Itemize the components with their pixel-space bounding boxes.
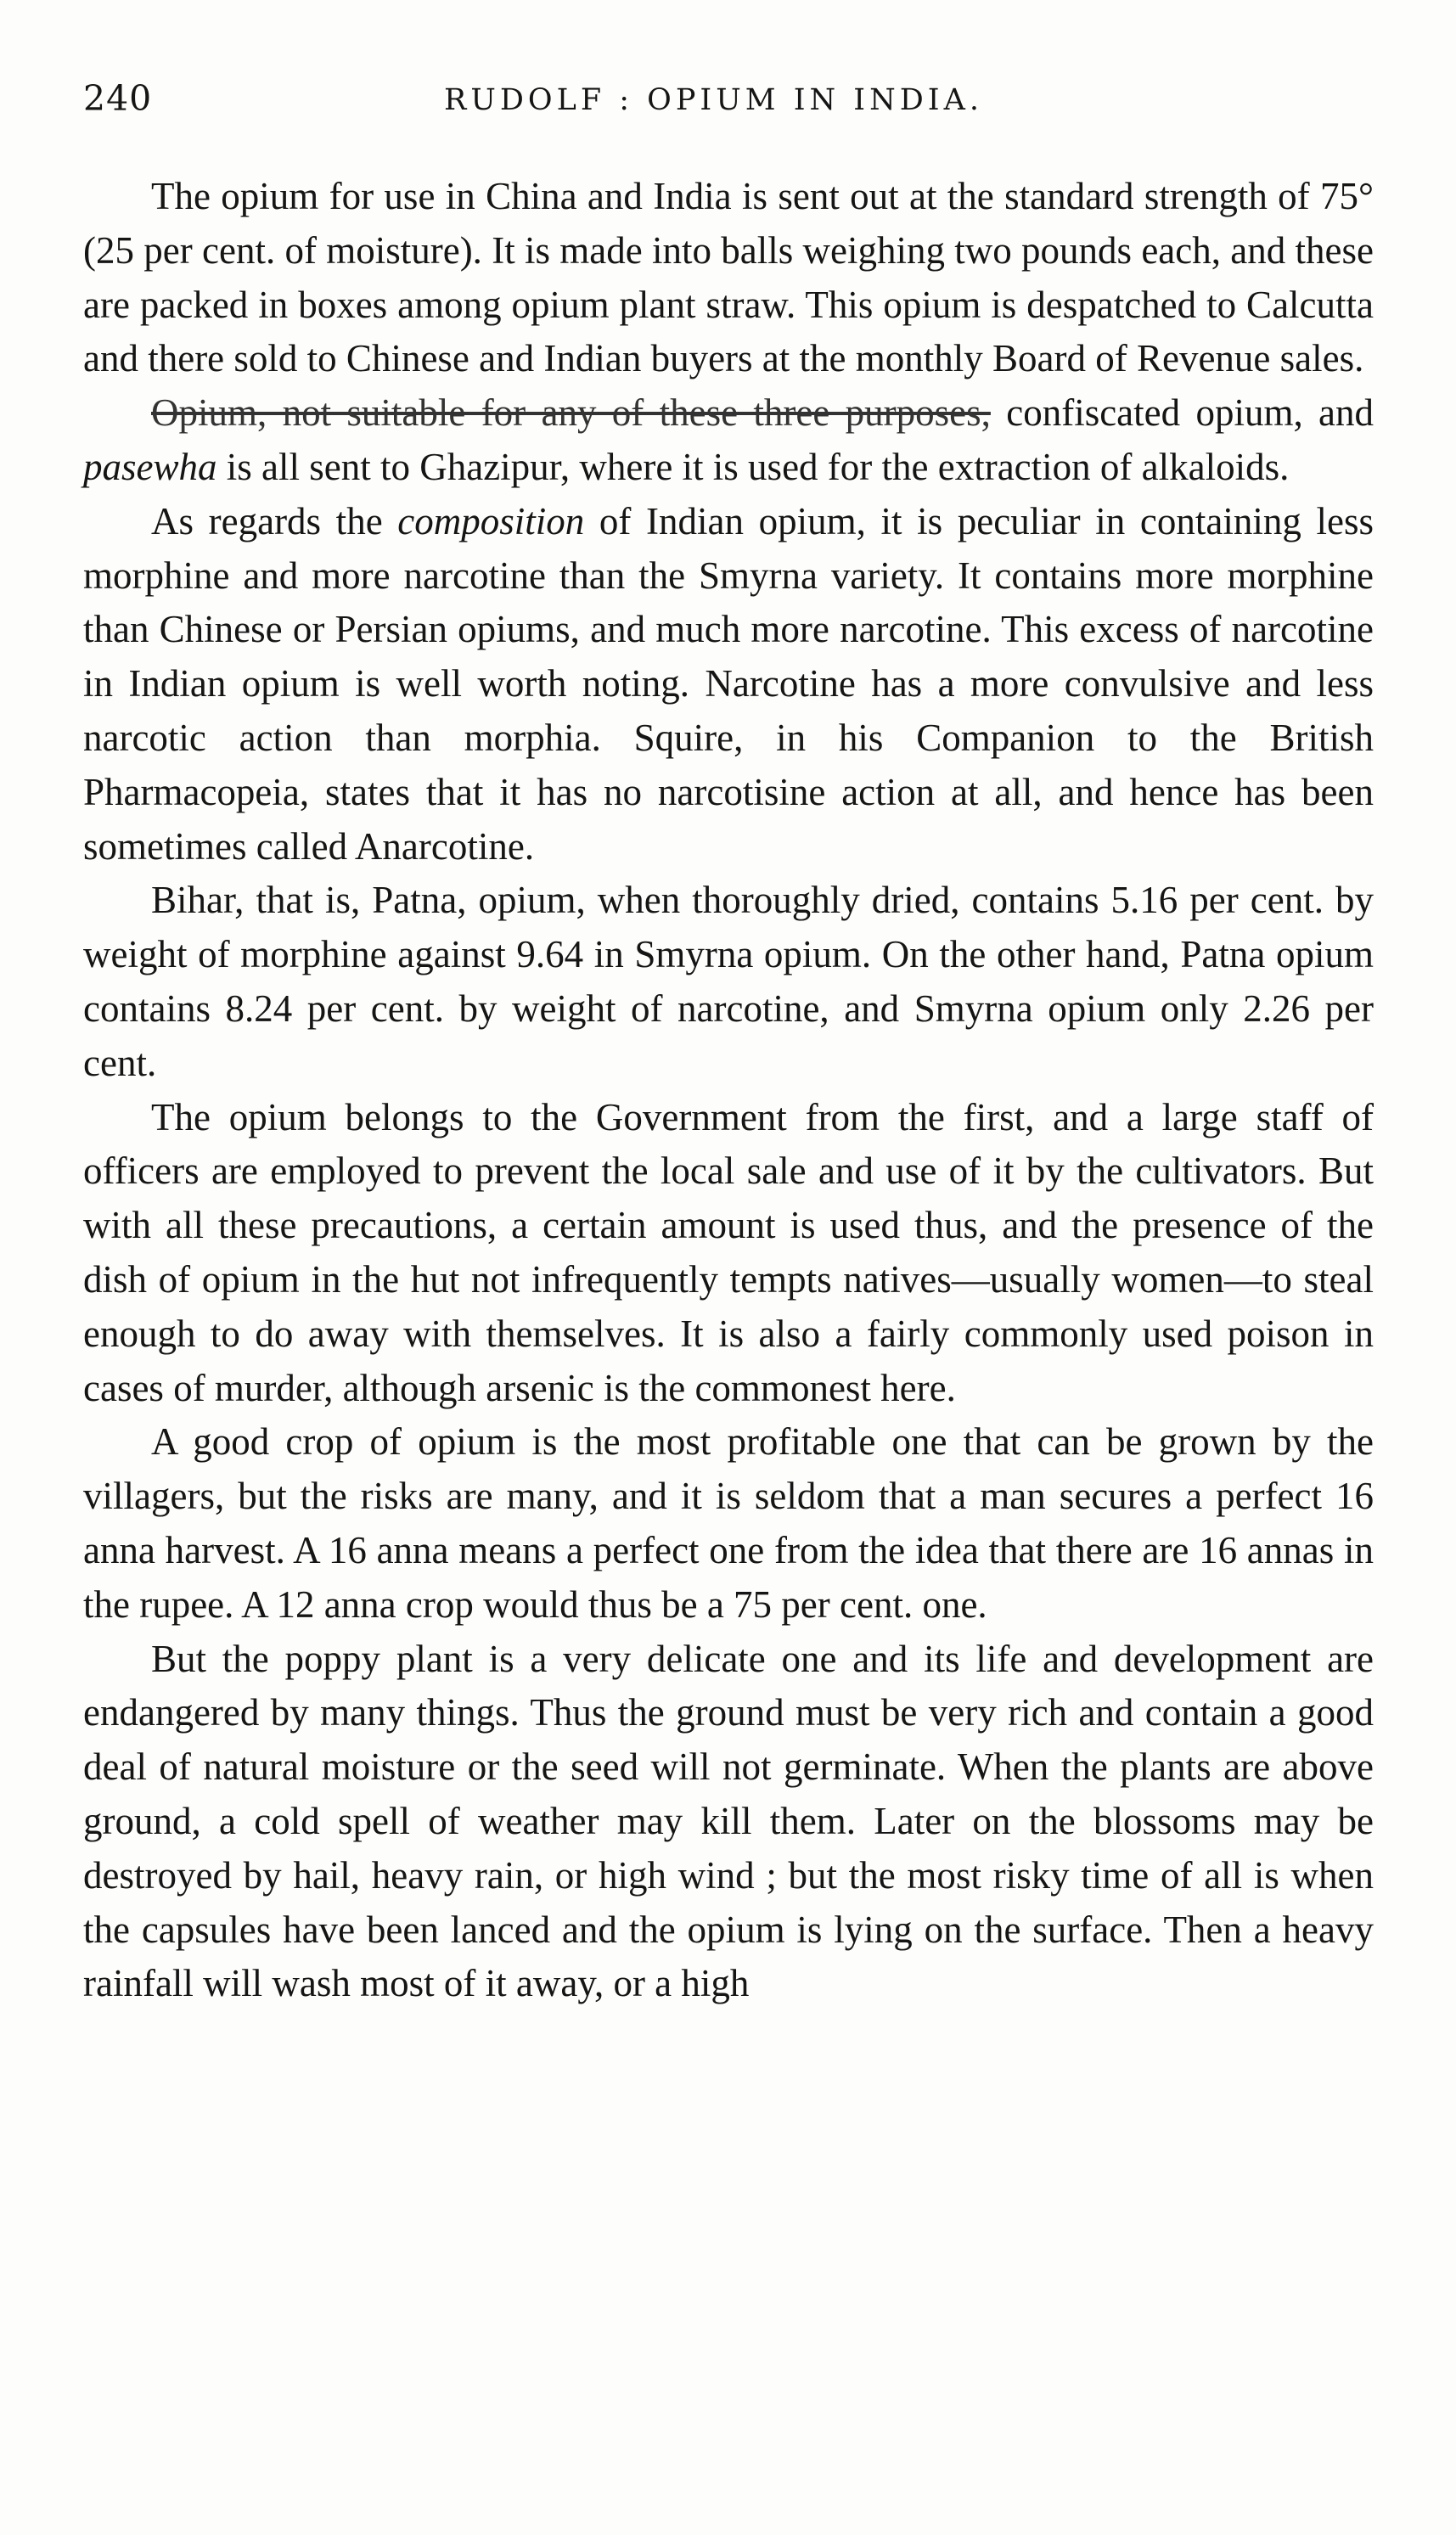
italic-term: pasewha (83, 445, 217, 488)
paragraph-composition (83, 495, 1374, 874)
body-text (83, 170, 1374, 2011)
paragraph-text-part: of Indian opium, it is peculiar in containing less morphine and more narcotine than the Smyrna variety. It contains more morphine than Chinese or Persian opiums, and much more narcotine. This excess of narcotine in Indian opium is well worth noting. Narcotine has a more convulsive and less narcotic action than morphia. Squire, in his Companion to the British Pharmacopeia, states that it has no narcotisine action at all, and hence has been sometimes called Anarcotine. (83, 499, 1374, 868)
paragraph-bihar: Bihar, that is, Patna, opium, when thoroughly dried, contains 5.16 per cent. by weight of morphine against 9.64 in Smyrna opium. On the other hand, Patna opium contains 8.24 per cent. by weight of narcotine, and Smyrna opium only 2.26 per cent. (83, 879, 1374, 1084)
italic-term: composition (397, 499, 585, 542)
page-number: 240 (83, 78, 153, 119)
paragraph-government: The opium belongs to the Government from the first, and a large staff of officers are employed to prevent the local sale and use of it by the cultivators. But with all these precautions, a certain amount is used thus, and the presence of the dish of opium in the hut not infrequently tempts natives—usually women—to steal enough to do away with themselves. It is also a fairly commonly used poison in cases of murder, although arsenic is the commonest here. (83, 1095, 1374, 1409)
paragraph-text-part: confiscated opium, and (990, 391, 1374, 435)
paragraph-text-part: is all sent to Ghazipur, where it is used for the extraction of alkaloids. (216, 445, 1290, 488)
running-head: RUDOLF : OPIUM IN INDIA. (444, 83, 984, 117)
paragraph-text-part: As regards the (151, 499, 398, 542)
page-header (83, 78, 1374, 129)
paragraph-alkaloids (83, 386, 1374, 495)
paragraph-poppy: But the poppy plant is a very delicate one and its life and development are endangered by many things. Thus the ground must be very rich and contain a good deal of natural moisture or the seed will not germinate. When the plants are above ground, a cold spell of weather may kill them. Later on the blossoms may be destroyed by hail, heavy rain, or high wind ; but the most risky time of all is when the capsules have been lanced and the opium is lying on the surface. Then a heavy rainfall will wash most of it away, or a high (83, 1637, 1374, 2005)
paragraph-despatch: The opium for use in China and India is sent out at the standard strength of 75° (25 per cent. of moisture). It is made into balls weighing two pounds each, and these are packed in boxes among opium plant straw. This opium is despatched to Calcutta and there sold to Chinese and Indian buyers at the monthly Board of Revenue sales. (83, 175, 1374, 380)
paragraph-crop: A good crop of opium is the most profitable one that can be grown by the villagers, but the risks are many, and it is seldom that a man secures a perfect 16 anna harvest. A 16 anna means a perfect one from the idea that there are 16 annas in the rupee. A 12 anna crop would thus be a 75 per cent. one. (83, 1420, 1374, 1626)
struck-text: Opium, not suitable for any of these three purposes, (151, 391, 991, 435)
